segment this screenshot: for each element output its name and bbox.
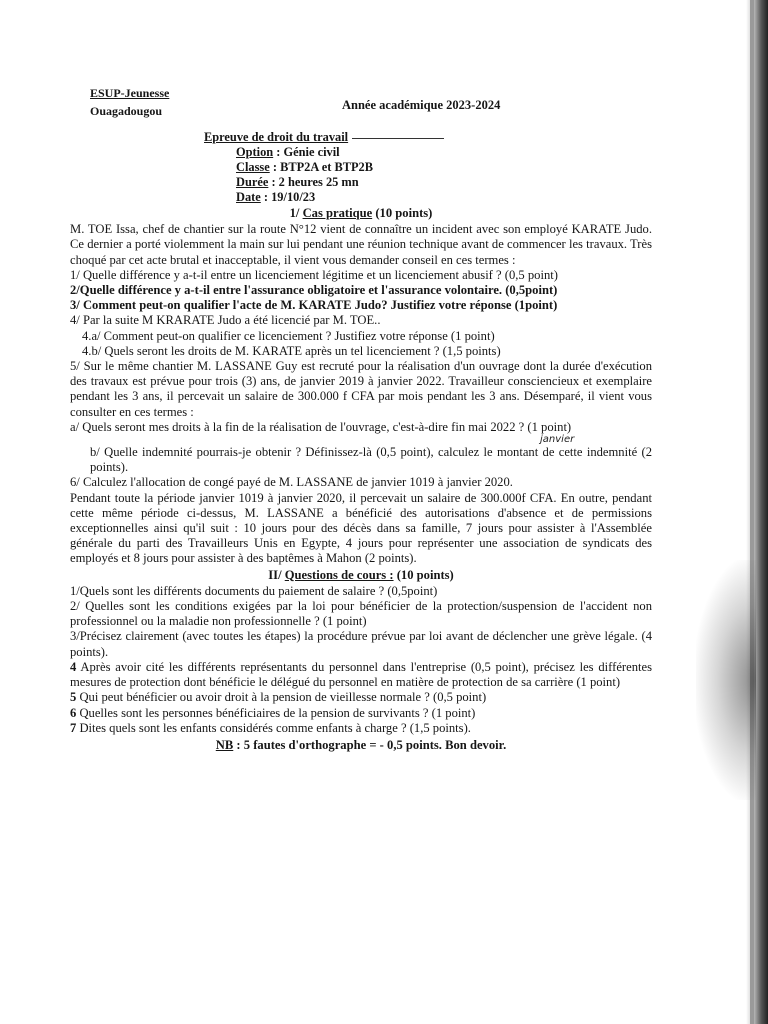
question-2-7 [70,721,652,736]
question-1-6-text: Pendant toute la période janvier 1019 à janvier 2020, il percevait un salaire de 300.000f CFA. En outre, pendant cette même période ci-dessus, M. LASSANE a bénéficié des autorisations d'absence et de permissions exceptionnelles ainsi qu'il suit : 10 jours pour des décès dans sa famille, 7 jours pour assister à l'Assemblée générale du parti des Travailleurs Unis en Egypte, 4 jours pour représenter une association de syndicats des employés et 8 jours pour assister à des baptêmes à Mahon (2 points). [70,490,652,566]
title-underline-dash [352,138,444,139]
academic-year: Année académique 2023-2024 [342,98,501,112]
duration-value: : 2 heures 25 mn [271,175,359,189]
question-2-4-text: Après avoir cité les différents représentants du personnel dans l'entreprise (0,5 point), précisez les différentes mesures de protection dont bénéficie le délégué du personnel en matière de protection de sa carrière (1 point) [70,659,652,690]
exam-meta [204,130,652,205]
exam-title-line [204,130,652,145]
case-intro: M. TOE Issa, chef de chantier sur la route N°12 vient de connaître un incident avec son employé KARATE Judo. Ce dernier a porté violemment la main sur lui pendant une réunion technique avant de commencer les travaux. Très choqué par cet acte brutal et inacceptable, il vient vous demander conseil en ces termes : [70,222,652,267]
part1-points: (10 points) [375,206,433,220]
question-1-2: 2/Quelle différence y a-t-il entre l'assurance obligatoire et l'assurance volontaire. (0,5point) [70,283,558,298]
question-2-1: 1/Quels sont les différents documents du paiement de salaire ? (0,5point) [70,583,438,598]
option-line [204,145,652,160]
question-1-5b: b/ Quelle indemnité pourrais-je obtenir ? Définissez-là (0,5 point), calculez le montant de cette indemnité (2 points). [90,445,652,475]
question-2-4-number: 4 [70,659,77,674]
date-value: : 19/10/23 [263,190,316,204]
nb-label: NB [215,737,234,752]
option-value: : Génie civil [276,145,340,159]
date-line [204,190,652,205]
exam-title: Epreuve de droit du travail [204,130,349,144]
scan-edge-line [750,0,754,1024]
part1-number: 1/ [289,206,300,220]
option-label: Option [236,145,274,159]
question-2-7-number: 7 [70,720,77,735]
class-value: : BTP2A et BTP2B [272,160,374,174]
question-1-3: 3/ Comment peut-on qualifier l'acte de M. KARATE Judo? Justifiez votre réponse (1point) [70,298,558,313]
question-2-6 [70,706,652,721]
question-2-5 [70,690,652,705]
question-2-4 [70,660,652,690]
question-1-5: 5/ Sur le même chantier M. LASSANE Guy est recruté pour la réalisation d'un ouvrage dont la durée d'exécution des travaux est prévue pour trois (3) ans, de janvier 2019 à janvier 2022. Travailleur consciencieux et exemplaire pendant les 3 ans, il percevait un salaire de 300.000 f CFA par mois pendant les 3 ans. Désemparé, il vient vous consulter en ces termes : [70,359,652,419]
question-2-2: 2/ Quelles sont les conditions exigées par la loi pour bénéficier de la protection/suspension de l'accident non professionnel ou la maladie non professionnelle ? (1 point) [70,599,652,629]
part1-heading [70,206,652,221]
question-2-6-number: 6 [70,705,77,720]
question-2-7-text: Dites quels sont les enfants considérés comme enfants à charge ? (1,5 points). [79,720,471,735]
city-name: Ouagadougou [90,104,163,118]
part2-number: II/ [268,567,282,582]
part1-title: Cas pratique [302,206,373,220]
question-2-6-text: Quelles sont les personnes bénéficiaires de la pension de survivants ? (1 point) [79,705,476,720]
header [70,82,652,122]
question-1-1: 1/ Quelle différence y a-t-il entre un licenciement légitime et un licenciement abusif ? (0,5 point) [70,267,558,282]
footer-note [70,738,652,753]
question-1-6: 6/ Calculez l'allocation de congé payé de M. LASSANE de janvier 1019 à janvier 2020. [70,475,513,490]
part2-heading [70,568,652,583]
question-1-4a: 4.a/ Comment peut-on qualifier ce licenciement ? Justifiez votre réponse (1 point) [82,328,495,343]
question-2-5-number: 5 [70,690,77,705]
school-name: ESUP-Jeunesse [90,86,170,100]
question-2-5-text: Qui peut bénéficier ou avoir droit à la pension de vieillesse normale ? (0,5 point) [79,690,487,705]
class-label: Classe [236,160,270,174]
handwritten-correction: janvier [540,434,575,446]
question-1-5a: a/ Quels seront mes droits à la fin de la réalisation de l'ouvrage, c'est-à-dire fin mai 2022 ? (1 point) [70,419,572,434]
nb-text: : 5 fautes d'orthographe = - 0,5 points. Bon devoir. [236,737,507,752]
scan-smudge [696,560,756,800]
question-1-4b: 4.b/ Quels seront les droits de M. KARATE après un tel licenciement ? (1,5 points) [82,343,501,358]
part2-points: (10 points) [396,567,454,582]
question-1-4: 4/ Par la suite M KRARATE Judo a été licencié par M. TOE.. [70,313,381,328]
exam-sheet [70,82,652,753]
duration-label: Durée [236,175,269,189]
question-2-3: 3/Précisez clairement (avec toutes les étapes) la procédure prévue par loi avant de déclencher une grève légale. (4 points). [70,629,652,659]
date-label: Date [236,190,261,204]
class-line [204,160,652,175]
duration-line [204,175,652,190]
part2-title: Questions de cours : [284,567,394,582]
